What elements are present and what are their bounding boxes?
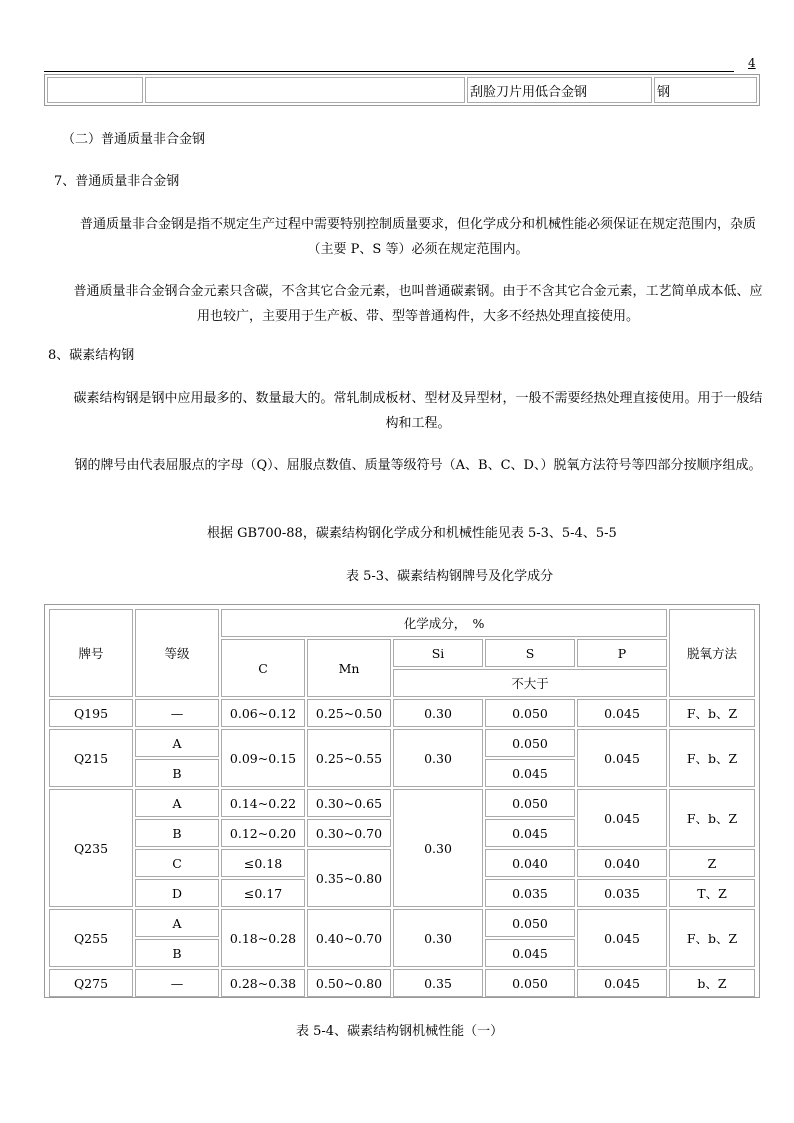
header-s: S <box>485 639 575 667</box>
page-number: 4 <box>748 56 756 70</box>
cell-mn: 0.35~0.80 <box>307 849 391 907</box>
cell-si: 0.30 <box>393 729 483 787</box>
cell-c: 0.14~0.22 <box>221 789 305 817</box>
table-row <box>49 699 755 727</box>
header-p: P <box>577 639 667 667</box>
cell-p: 0.040 <box>577 849 667 877</box>
cell-level: A <box>135 729 219 757</box>
cell-c: 0.18~0.28 <box>221 909 305 967</box>
cell-s: 0.035 <box>485 879 575 907</box>
cell-deox: F、b、Z <box>669 789 755 847</box>
cell-p: 0.045 <box>577 909 667 967</box>
cell-s: 0.050 <box>485 789 575 817</box>
cell-si: 0.30 <box>393 789 483 907</box>
cell-p: 0.045 <box>577 699 667 727</box>
cell-level: C <box>135 849 219 877</box>
cell-s: 0.050 <box>485 699 575 727</box>
cell-mn: 0.50~0.80 <box>307 969 391 997</box>
cell-level: A <box>135 789 219 817</box>
section-8-heading: 8、碳素结构钢 <box>48 348 135 363</box>
section-7-paragraph-2: 普通质量非合金钢合金元素只含碳，不含其它合金元素，也叫普通碳素钢。由于不含其它合金元素，工艺简单成本低、应用也较广，主要用于生产板、带、型等普通构件，大多不经热处理直接使用。 <box>73 284 763 324</box>
cell-s: 0.050 <box>485 909 575 937</box>
section-8-paragraph-2: 钢的牌号由代表屈服点的字母（Q）、屈服点数值、质量等级符号（A、B、C、D、）脱氧方法符号等四部分按顺序组成。 <box>74 458 762 473</box>
section-8-paragraph-1: 碳素结构钢是钢中应用最多的、数量最大的。常轧制成板材、型材及异型材，一般不需要经热处理直接使用。用于一般结构和工程。 <box>73 391 763 431</box>
cell-grade: Q275 <box>49 969 133 997</box>
cell-mn: 0.25~0.55 <box>307 729 391 787</box>
table-caption: 表 5-3、碳素结构钢牌号及化学成分 <box>346 569 554 584</box>
cell-grade: Q235 <box>49 789 133 907</box>
cell-level: — <box>135 969 219 997</box>
cell-mn: 0.30~0.65 <box>307 789 391 817</box>
cell-grade: Q195 <box>49 699 133 727</box>
cell-c: 0.06~0.12 <box>221 699 305 727</box>
cell-deox: T、Z <box>669 879 755 907</box>
table-row <box>49 969 755 997</box>
cell-s: 0.040 <box>485 849 575 877</box>
header-grade: 牌号 <box>49 609 133 697</box>
continued-cell-1 <box>47 77 143 103</box>
continued-cell-3: 刮脸刀片用低合金钢 <box>467 77 652 103</box>
continued-table <box>44 74 760 106</box>
header-rule <box>44 71 734 72</box>
continued-cell-4: 钢 <box>654 77 757 103</box>
cell-level: B <box>135 759 219 787</box>
cell-s: 0.050 <box>485 729 575 757</box>
cell-deox: F、b、Z <box>669 909 755 967</box>
cell-c: 0.12~0.20 <box>221 819 305 847</box>
continued-cell-2 <box>145 77 465 103</box>
sub-heading: （二）普通质量非合金钢 <box>62 132 206 147</box>
table-row <box>49 789 755 817</box>
cell-level: D <box>135 879 219 907</box>
table-row <box>49 729 755 757</box>
table-row <box>49 909 755 937</box>
header-mn: Mn <box>307 639 391 697</box>
cell-deox: F、b、Z <box>669 699 755 727</box>
cell-s: 0.045 <box>485 819 575 847</box>
header-chemical: 化学成分， % <box>221 609 667 637</box>
cell-c: 0.09~0.15 <box>221 729 305 787</box>
header-deoxidation: 脱氧方法 <box>669 609 755 697</box>
cell-p: 0.045 <box>577 969 667 997</box>
header-c: C <box>221 639 305 697</box>
cell-s: 0.045 <box>485 759 575 787</box>
cell-mn: 0.30~0.70 <box>307 819 391 847</box>
cell-si: 0.30 <box>393 699 483 727</box>
cell-level: B <box>135 939 219 967</box>
cell-level: A <box>135 909 219 937</box>
cell-p: 0.045 <box>577 789 667 847</box>
cell-p: 0.045 <box>577 729 667 787</box>
header-level: 等级 <box>135 609 219 697</box>
cell-deox: Z <box>669 849 755 877</box>
cell-deox: F、b、Z <box>669 729 755 787</box>
cell-mn: 0.40~0.70 <box>307 909 391 967</box>
cell-mn: 0.25~0.50 <box>307 699 391 727</box>
header-si: Si <box>393 639 483 667</box>
section-7-heading: 7、普通质量非合金钢 <box>54 174 180 189</box>
cell-si: 0.35 <box>393 969 483 997</box>
cell-deox: b、Z <box>669 969 755 997</box>
header-not-more-than: 不大于 <box>393 669 667 697</box>
cell-level: — <box>135 699 219 727</box>
cell-c: ≤0.17 <box>221 879 305 907</box>
cell-p: 0.035 <box>577 879 667 907</box>
cell-s: 0.045 <box>485 939 575 967</box>
chemical-composition-table <box>44 604 760 998</box>
next-table-caption: 表 5-4、碳素结构钢机械性能（一） <box>296 1024 504 1039</box>
cell-grade: Q215 <box>49 729 133 787</box>
cell-si: 0.30 <box>393 909 483 967</box>
cell-grade: Q255 <box>49 909 133 967</box>
cell-s: 0.050 <box>485 969 575 997</box>
section-8-paragraph-3: 根据 GB700-88，碳素结构钢化学成分和机械性能见表 5-3、5-4、5-5 <box>207 526 617 541</box>
cell-c: 0.28~0.38 <box>221 969 305 997</box>
cell-c: ≤0.18 <box>221 849 305 877</box>
section-7-paragraph-1: 普通质量非合金钢是指不规定生产过程中需要特别控制质量要求，但化学成分和机械性能必须保证在规定范围内，杂质（主要 P、S 等）必须在规定范围内。 <box>79 217 756 257</box>
cell-level: B <box>135 819 219 847</box>
